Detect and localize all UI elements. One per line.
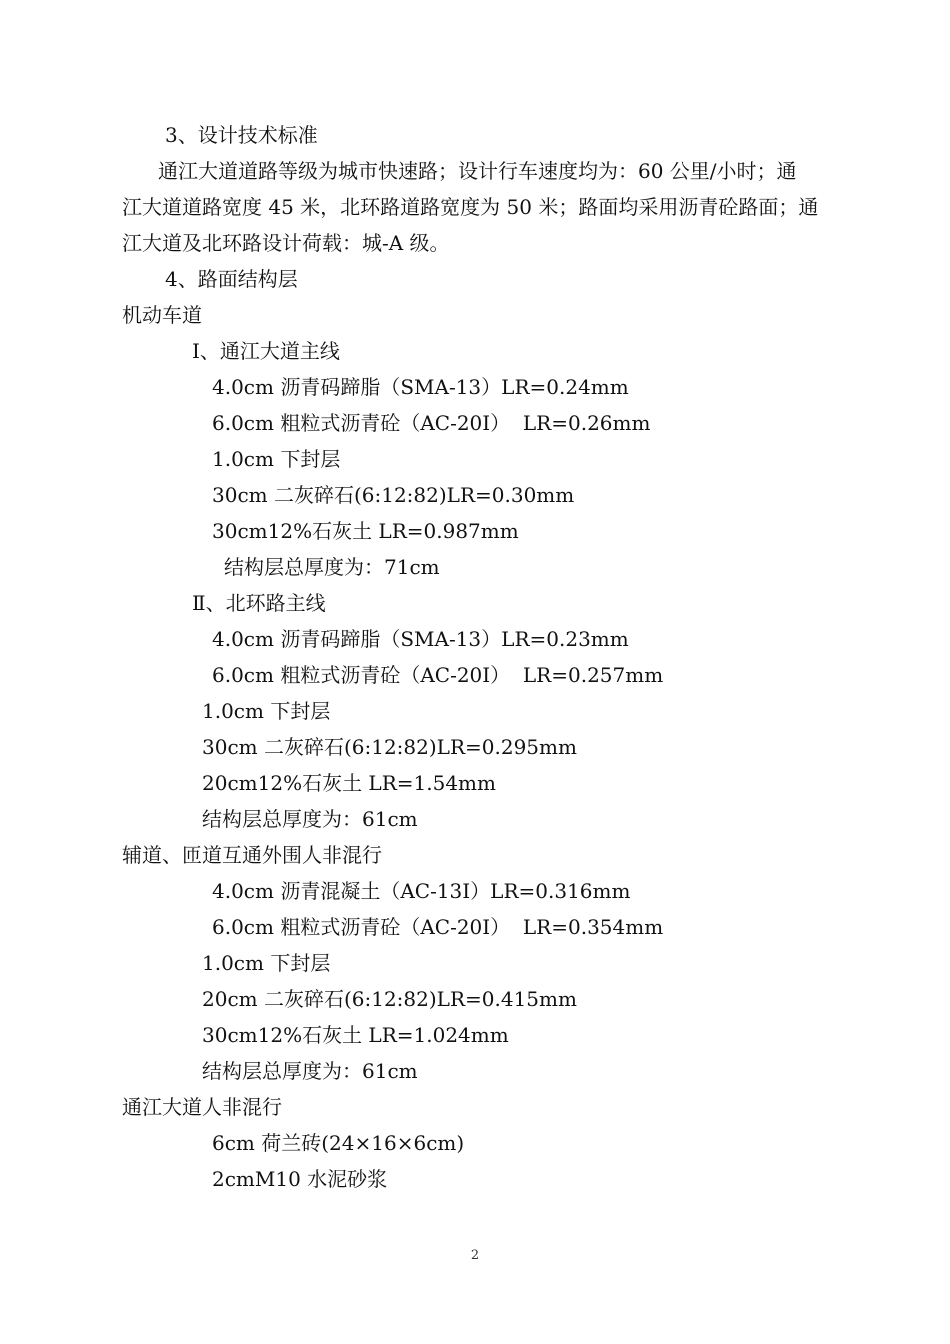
paragraph-line: 江大道道路宽度 45 米，北环路道路宽度为 50 米；路面均采用沥青砼路面；通 [122, 195, 819, 219]
layer-item: 30cm 二灰碎石(6:12:82)LR=0.295mm [202, 735, 577, 759]
layer-item: 30cm12%石灰土 LR=1.024mm [202, 1023, 509, 1047]
layer-item: 4.0cm 沥青码蹄脂（SMA-13）LR=0.24mm [212, 375, 629, 399]
layer-item: 2cmM10 水泥砂浆 [212, 1167, 388, 1191]
section-3-heading: 3、设计技术标准 [165, 123, 318, 147]
layer-item: 4.0cm 沥青码蹄脂（SMA-13）LR=0.23mm [212, 627, 629, 651]
layer-item: 6cm 荷兰砖(24×16×6cm) [212, 1131, 465, 1155]
layer-item: 20cm12%石灰土 LR=1.54mm [202, 771, 496, 795]
auxiliary-title: 辅道、匝道互通外围人非混行 [122, 843, 382, 867]
paragraph-line: 江大道及北环路设计荷载：城-A 级。 [122, 231, 450, 255]
layer-item: 6.0cm 粗粒式沥青砼（AC-20I） LR=0.26mm [212, 411, 651, 435]
layer-item: 4.0cm 沥青混凝土（AC-13I）LR=0.316mm [212, 879, 631, 903]
motor-lane-title: 机动车道 [122, 303, 202, 327]
layer-item: 1.0cm 下封层 [202, 699, 331, 723]
section-4-heading: 4、路面结构层 [165, 267, 298, 291]
pedestrian-title: 通江大道人非混行 [122, 1095, 282, 1119]
total-thickness: 结构层总厚度为：71cm [224, 555, 440, 579]
layer-item: 1.0cm 下封层 [202, 951, 331, 975]
layer-item: 6.0cm 粗粒式沥青砼（AC-20I） LR=0.354mm [212, 915, 664, 939]
total-thickness: 结构层总厚度为：61cm [202, 807, 418, 831]
layer-item: 30cm12%石灰土 LR=0.987mm [212, 519, 519, 543]
main-line-1-title: Ⅰ、通江大道主线 [192, 339, 340, 363]
layer-item: 20cm 二灰碎石(6:12:82)LR=0.415mm [202, 987, 577, 1011]
layer-item: 30cm 二灰碎石(6:12:82)LR=0.30mm [212, 483, 575, 507]
page-number: 2 [470, 1248, 480, 1263]
paragraph-line: 通江大道道路等级为城市快速路；设计行车速度均为：60 公里/小时；通 [158, 159, 797, 183]
layer-item: 6.0cm 粗粒式沥青砼（AC-20I） LR=0.257mm [212, 663, 664, 687]
total-thickness: 结构层总厚度为：61cm [202, 1059, 418, 1083]
main-line-2-title: Ⅱ、北环路主线 [192, 591, 326, 615]
layer-item: 1.0cm 下封层 [212, 447, 341, 471]
